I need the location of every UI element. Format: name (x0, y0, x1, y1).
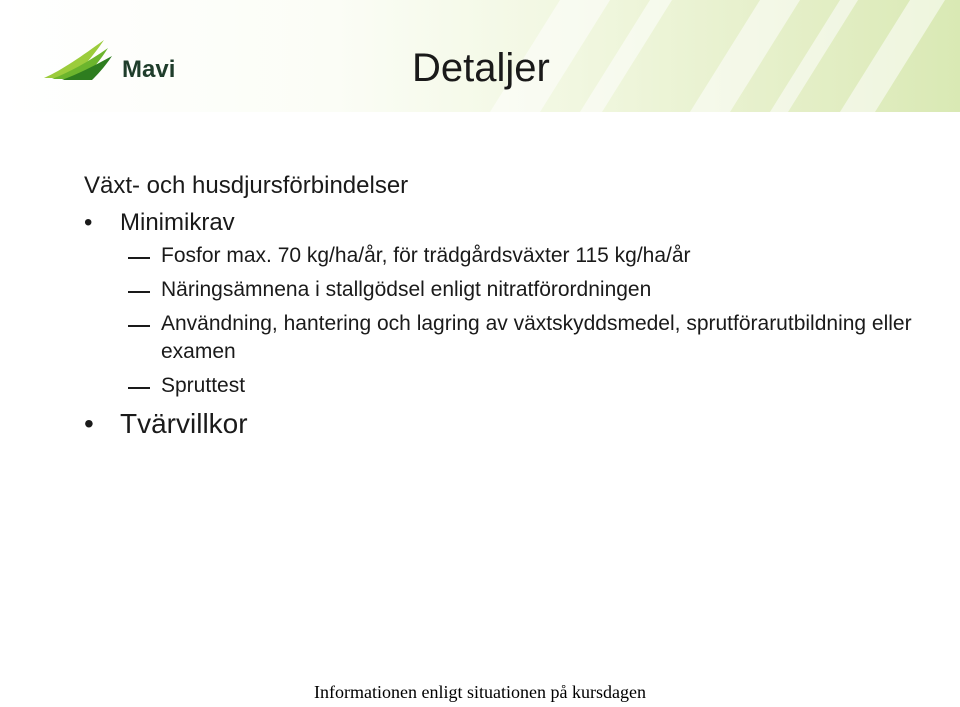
list-item-label: Minimikrav (120, 209, 235, 236)
list-item-minimikrav (84, 208, 944, 238)
sub-list-item (84, 372, 944, 400)
dash-icon (128, 257, 150, 259)
dash-icon (128, 387, 150, 389)
slide-footer: Informationen enligt situationen på kursdagen (314, 682, 646, 702)
sub-list-item-text: Spruttest (161, 374, 246, 397)
bullet-icon: • (84, 408, 94, 439)
sub-list-item (84, 276, 944, 304)
sub-list-item-text: Fosfor max. 70 kg/ha/år, för trädgårdsväxter 115 kg/ha/år (161, 244, 691, 267)
mavi-leaf-icon (42, 34, 192, 84)
list-item-tvarvillkor (84, 406, 944, 442)
mavi-logo (42, 34, 192, 84)
dash-icon (128, 291, 150, 293)
sub-list-item (84, 242, 944, 270)
slide-content (84, 170, 944, 442)
slide-header (0, 0, 960, 112)
sub-list-item-text: Näringsämnena i stallgödsel enligt nitratförordningen (161, 278, 652, 301)
sub-list-item (84, 310, 944, 366)
sub-list-item-text: Användning, hantering och lagring av växtskyddsmedel, sprutförarutbildning eller examen (161, 312, 912, 363)
list-item-label: Tvärvillkor (120, 408, 248, 439)
content-heading: Växt- och husdjursförbindelser (84, 172, 409, 199)
dash-icon (128, 325, 150, 327)
slide-title: Detaljer (412, 46, 550, 90)
bullet-icon: • (84, 209, 93, 236)
logo-text: Mavi (122, 56, 176, 83)
